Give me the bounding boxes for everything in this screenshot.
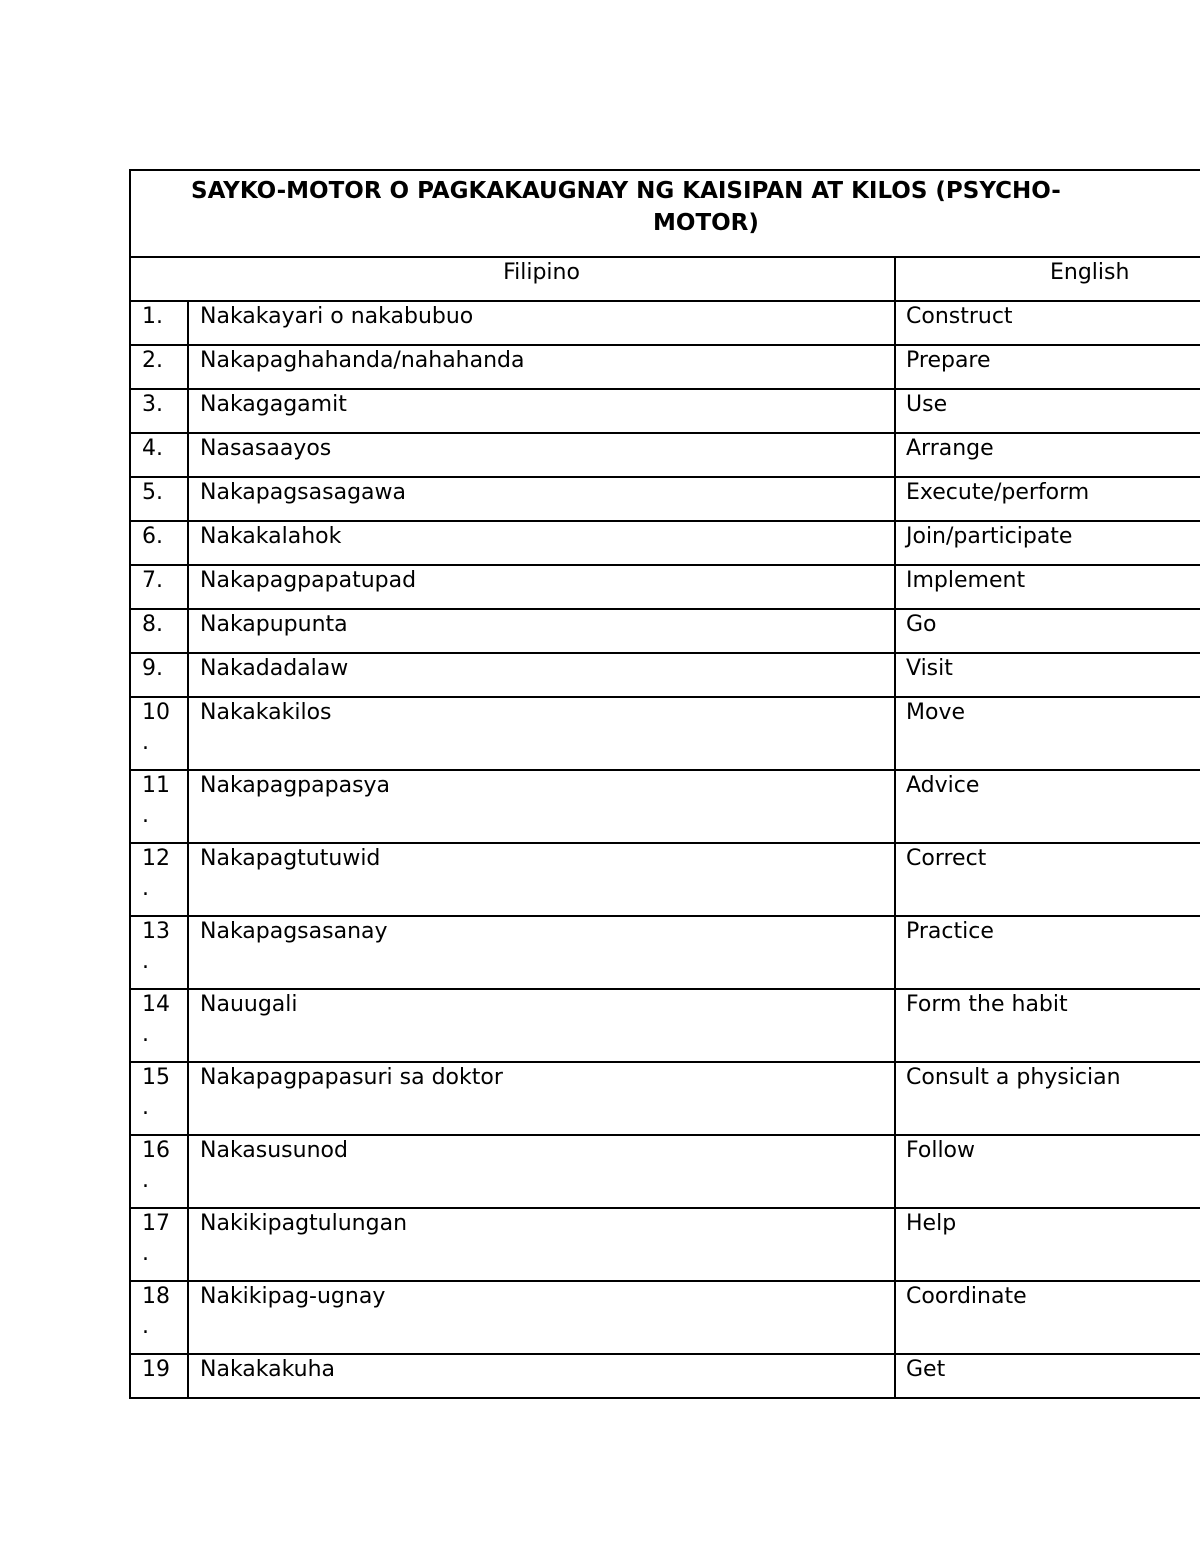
english-term: Join/participate [895,521,1200,565]
english-term: Arrange [895,433,1200,477]
row-number [130,477,188,521]
table-row [130,770,1200,843]
table-row [130,697,1200,770]
row-number-text: 5. [142,480,163,505]
row-number [130,433,188,477]
filipino-term: Nakakayari o nakabubuo [188,301,895,345]
row-number [130,843,188,916]
row-number [130,301,188,345]
row-number [130,916,188,989]
row-number-text: 4. [142,436,163,461]
row-number-text: 15 [142,1065,170,1090]
table-row [130,1135,1200,1208]
row-number-text: 17 [142,1211,170,1236]
english-term: Execute/perform [895,477,1200,521]
row-number [130,1135,188,1208]
filipino-term: Nakagagamit [188,389,895,433]
row-number-text: 3. [142,392,163,417]
title-line-2: MOTOR) [653,210,759,236]
filipino-term: Nakadadalaw [188,653,895,697]
english-term: Help [895,1208,1200,1281]
english-term: Visit [895,653,1200,697]
row-number-dot: . [142,803,149,828]
table-row [130,433,1200,477]
filipino-term: Nakapupunta [188,609,895,653]
english-term: Use [895,389,1200,433]
filipino-term: Nakapagtutuwid [188,843,895,916]
filipino-term: Nakapagpapasya [188,770,895,843]
row-number-dot: . [142,1168,149,1193]
english-term: Get [895,1354,1200,1398]
row-number [130,770,188,843]
row-number-text: 10 [142,700,170,725]
filipino-term: Nakapagpapasuri sa doktor [188,1062,895,1135]
header-filipino: Filipino [130,257,895,301]
table-row [130,1354,1200,1398]
row-number-text: 12 [142,846,170,871]
row-number [130,609,188,653]
filipino-term: Nasasaayos [188,433,895,477]
row-number-text: 6. [142,524,163,549]
table-row [130,1062,1200,1135]
table-row [130,609,1200,653]
table-row [130,477,1200,521]
filipino-term: Nauugali [188,989,895,1062]
filipino-term: Nakasusunod [188,1135,895,1208]
header-english: English [895,257,1200,301]
row-number [130,653,188,697]
table-row [130,1208,1200,1281]
row-number [130,389,188,433]
row-number [130,697,188,770]
english-term: Move [895,697,1200,770]
table-title [130,170,1200,257]
row-number-dot: . [142,730,149,755]
row-number-dot: . [142,1022,149,1047]
english-term: Implement [895,565,1200,609]
row-number [130,521,188,565]
header-row [130,257,1200,301]
row-number-text: 9. [142,656,163,681]
row-number [130,1281,188,1354]
table-row [130,653,1200,697]
row-number [130,345,188,389]
english-term: Form the habit [895,989,1200,1062]
filipino-term: Nakikipag-ugnay [188,1281,895,1354]
table-row [130,521,1200,565]
filipino-term: Nakapagpapatupad [188,565,895,609]
table-row [130,301,1200,345]
filipino-term: Nakapaghahanda/nahahanda [188,345,895,389]
filipino-term: Nakakakilos [188,697,895,770]
row-number-dot: . [142,949,149,974]
row-number [130,565,188,609]
row-number-text: 8. [142,612,163,637]
english-term: Advice [895,770,1200,843]
table-row [130,389,1200,433]
english-term: Practice [895,916,1200,989]
english-term: Coordinate [895,1281,1200,1354]
row-number-dot: . [142,876,149,901]
table-row [130,843,1200,916]
filipino-term: Nakakalahok [188,521,895,565]
row-number-text: 7. [142,568,163,593]
english-term: Consult a physician [895,1062,1200,1135]
english-term: Go [895,609,1200,653]
filipino-term: Nakakakuha [188,1354,895,1398]
filipino-term: Nakapagsasagawa [188,477,895,521]
english-term: Construct [895,301,1200,345]
row-number-text: 13 [142,919,170,944]
row-number-text: 18 [142,1284,170,1309]
table-row [130,916,1200,989]
row-number-text: 16 [142,1138,170,1163]
row-number [130,1062,188,1135]
row-number-text: 14 [142,992,170,1017]
row-number-dot: . [142,1314,149,1339]
row-number [130,989,188,1062]
table-row [130,989,1200,1062]
filipino-term: Nakapagsasanay [188,916,895,989]
row-number-text: 11 [142,773,170,798]
filipino-term: Nakikipagtulungan [188,1208,895,1281]
row-number [130,1354,188,1398]
english-term: Follow [895,1135,1200,1208]
title-row [130,170,1200,257]
row-number-dot: . [142,1095,149,1120]
english-term: Correct [895,843,1200,916]
title-line-1: SAYKO-MOTOR O PAGKAKAUGNAY NG KAISIPAN AT KILOS (PSYCHO- [191,178,1061,204]
row-number-text: 19 [142,1357,170,1382]
row-number-text: 2. [142,348,163,373]
vocabulary-table [129,169,1200,1399]
english-term: Prepare [895,345,1200,389]
table-row [130,565,1200,609]
row-number [130,1208,188,1281]
table-body [130,301,1200,1398]
row-number-dot: . [142,1241,149,1266]
row-number-text: 1. [142,304,163,329]
table-row [130,1281,1200,1354]
table-row [130,345,1200,389]
